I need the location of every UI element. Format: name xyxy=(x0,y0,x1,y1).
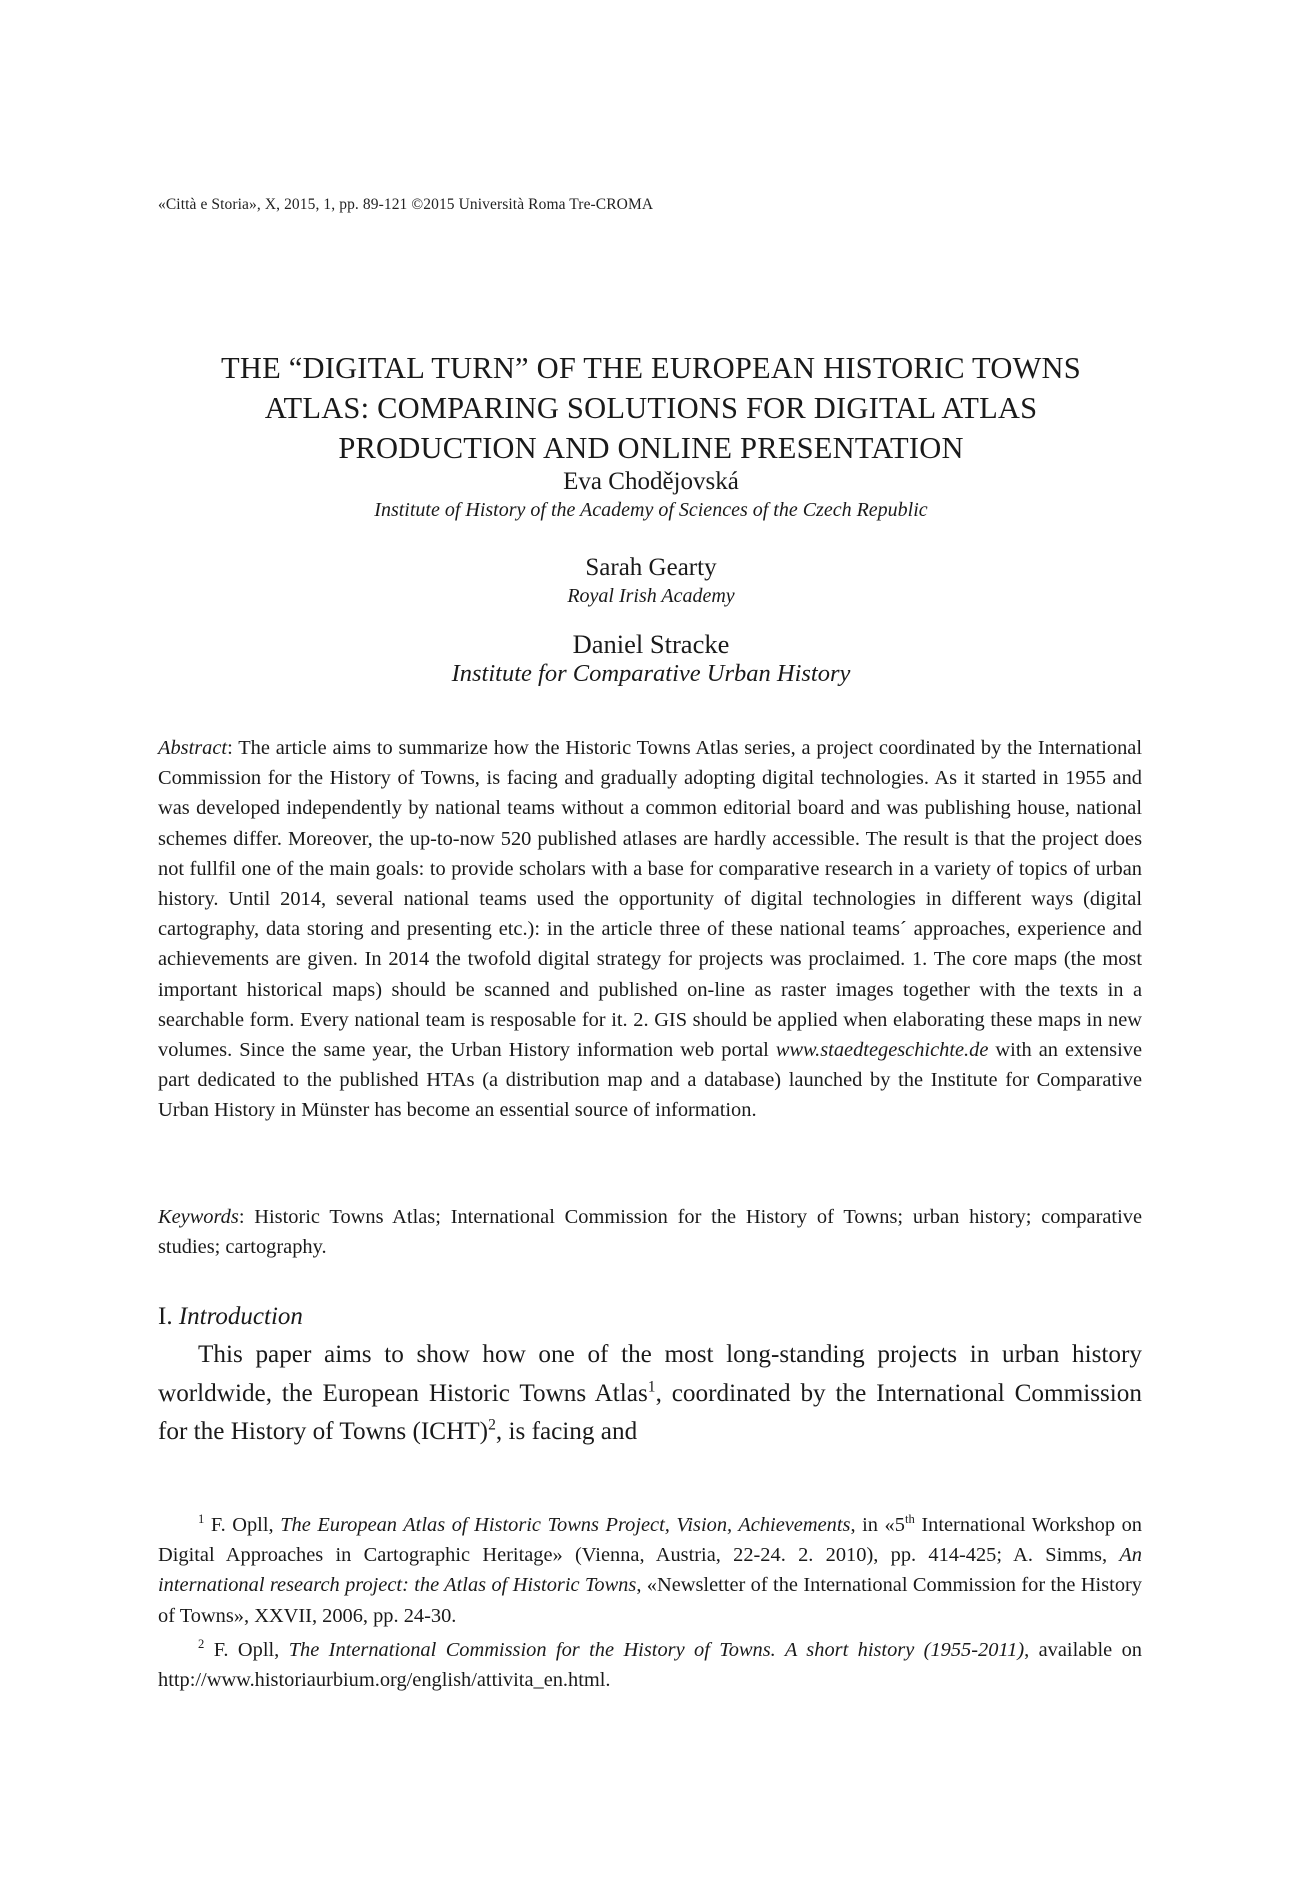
author-block-2 xyxy=(158,553,1144,609)
section-number: I. xyxy=(158,1303,173,1330)
footnote-ref-1: 1 xyxy=(647,1378,656,1396)
keywords xyxy=(158,1202,1142,1262)
running-head: «Città e Storia», X, 2015, 1, pp. 89-121 ©2015 Università Roma Tre-CROMA xyxy=(158,196,654,213)
title-line-1: THE “DIGITAL TURN” OF THE EUROPEAN HISTORIC TOWNS xyxy=(221,351,1081,385)
footnote-text: , available on http://www.historiaurbium.org/english/attivita_en.html. xyxy=(158,1638,1142,1692)
footnote-text: , in «5 xyxy=(850,1514,905,1536)
footnote-number: 1 xyxy=(198,1512,205,1527)
title-line-2: ATLAS: COMPARING SOLUTIONS FOR DIGITAL ATLAS xyxy=(264,391,1038,425)
keywords-label: Keywords xyxy=(158,1206,239,1228)
footnote-text: , «Newsletter of the International Commission for the History of Towns», XXVII, 2006, pp. 24-30. xyxy=(158,1574,1142,1627)
section-heading xyxy=(158,1302,303,1332)
abstract-label: Abstract xyxy=(158,737,228,759)
author-name: Daniel Stracke xyxy=(572,629,730,659)
footnote-ref-2: 2 xyxy=(488,1416,496,1434)
author-name: Sarah Gearty xyxy=(585,554,717,581)
footnote-2 xyxy=(158,1635,1142,1695)
abstract xyxy=(158,733,1142,1126)
section-title: Introduction xyxy=(178,1303,303,1330)
author-affiliation: Institute of History of the Academy of Sciences of the Czech Republic xyxy=(374,499,928,521)
footnote-text: F. Opll, xyxy=(204,1514,281,1536)
keywords-text: : Historic Towns Atlas; International Commission for the History of Towns; urban history; comparative studies; cartography. xyxy=(158,1206,1142,1259)
intro-text-3: , is facing and xyxy=(495,1418,638,1445)
footnotes xyxy=(158,1510,1142,1699)
article-title xyxy=(158,348,1144,468)
title-line-3: PRODUCTION AND ONLINE PRESENTATION xyxy=(338,431,964,465)
abstract-text-1: : The article aims to summarize how the Historic Towns Atlas series, a project coordinated by the International Commission for the History of Towns, is facing and gradually adopting digital technologies. As it started in 1955 and was developed independently by national teams without a common editorial board and was publishing house, national schemes differ. Moreover, the up-to-now 520 published atlases are hardly accessible. The result is that the project does not fullfil one of the main goals: to provide scholars with a base for comparative research in a variety of topics of urban history. Until 2014, several national teams used the opportunity of digital technologies in different ways (digital cartography, data storing and presenting etc.): in the article three of these national teams´ approaches, experience and achievements are given. In 2014 the twofold digital strategy for projects was proclaimed. 1. The core maps (the most important historical maps) should be scanned and published on-line as raster images together with the texts in a searchable form. Every national team is resposable for it. 2. GIS should be applied when elaborating these maps in new volumes. Since the same year, the Urban History information web portal xyxy=(158,737,1142,1062)
author-affiliation: Institute for Comparative Urban History xyxy=(451,660,851,687)
footnote-1 xyxy=(158,1510,1142,1631)
footnote-title: The International Commission for the History of Towns. A short history (1955-2011) xyxy=(288,1638,1025,1661)
author-name: Eva Chodějovská xyxy=(563,468,739,495)
intro-text-1: This paper aims to show how one of the most long-standing projects in urban history worldwide, the European Historic Towns Atlas xyxy=(158,1341,1142,1407)
intro-text-2: , coordinated by the International Commission for the History of Towns (ICHT) xyxy=(158,1379,1142,1445)
abstract-url: www.staedtegeschichte.de xyxy=(775,1039,989,1062)
abstract-text-2: with an extensive part dedicated to the published HTAs (a distribution map and a database) launched by the Institute for Comparative Urban History in Münster has become an essential source of information. xyxy=(158,1039,1142,1122)
footnote-superscript: th xyxy=(904,1512,915,1527)
author-block-3 xyxy=(158,629,1144,689)
footnote-text: F. Opll, xyxy=(204,1638,289,1661)
author-block-1 xyxy=(158,467,1144,523)
footnote-text: International Workshop on Digital Approaches in Cartographic Heritage» (Vienna, Austria, 22-24. 2. 2010), pp. 414-425; A. Simms, xyxy=(158,1514,1142,1567)
author-affiliation: Royal Irish Academy xyxy=(567,585,735,607)
footnote-title: The European Atlas of Historic Towns Project, Vision, Achievements xyxy=(280,1514,851,1536)
footnote-number: 2 xyxy=(198,1637,205,1652)
footnote-title: An international research project: the Atlas of Historic Towns xyxy=(158,1544,1142,1597)
intro-paragraph xyxy=(158,1336,1142,1452)
